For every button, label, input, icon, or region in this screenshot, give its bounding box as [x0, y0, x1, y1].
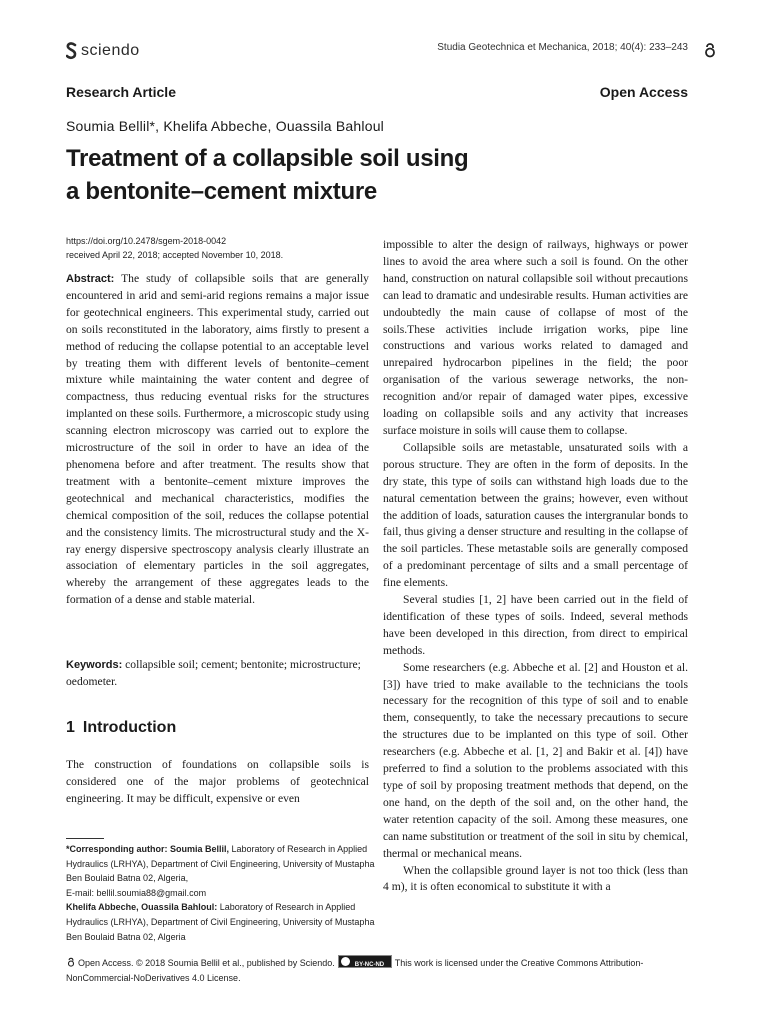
right-column	[383, 237, 688, 896]
journal-citation: Studia Geotechnica et Mechanica, 2018; 40(4): 233–243	[437, 42, 688, 53]
publisher-logo	[66, 40, 140, 62]
coauthors-affiliation: Laboratory of Research in Applied Hydraulics (LRHYA), Department of Civil Engineering, University of Mustapha Ben Boulaid Batna 02, Algeria	[66, 902, 375, 942]
article-dates: received April 22, 2018; accepted November 10, 2018.	[66, 250, 284, 260]
copyright-text: Open Access. © 2018 Soumia Bellil et al., published by Sciendo.	[78, 958, 335, 968]
section-title: Introduction	[82, 719, 177, 736]
paragraph: Collapsible soils are metastable, unsaturated soils with a porous structure. They are often in the form of deposits. In the dry state, this type of soils can withstand high loads due to the natural cementation between the grains; however, even without the addition of loads, saturation causes the intergranular bonds to fail, thus giving a denser structure and resulting in the collapse of the soil particles. These metastable soils are generally composed of a predominant percentage of silts and a small percentage of fine elements.	[383, 440, 688, 590]
license-footer	[66, 955, 691, 985]
article-type: Research Article	[66, 84, 176, 100]
paragraph: impossible to alter the design of railways, highways or power lines to avoid the area where such a soil is found. On the other hand, construction on natural collapsible soil without precautions can lead to dramatic and undesirable results. Human activities are undoubtedly the main cause of collapse of most of the soils.These activities include irrigation works, pipe line constructions and various works related to damaged and unrepaired hydrocarbon pipelines in the field; the poor organisation of the various sewerage networks, the non-recognition and/or repair of damaged water pipes, excessive loading on collapsible soils and any activity that increases surface moisture in soils will cause them to collapse.	[383, 238, 688, 437]
sciendo-logo-icon	[66, 42, 77, 60]
logo-text: sciendo	[81, 42, 140, 59]
coauthors-label: Khelifa Abbeche, Ouassila Bahloul:	[66, 902, 218, 913]
article-meta	[66, 234, 376, 262]
paragraph: Several studies [1, 2] have been carried out in the field of identification of these types of soils. Indeed, several methods have been developed in this direction, from direct to empirical methods.	[383, 593, 688, 657]
license-name: NonCommercial-NoDerivatives 4.0 License.	[66, 972, 241, 983]
abstract-text: The study of collapsible soils that are generally encountered in arid and semi-arid regions remains a major issue for geotechnical engineers. This experimental study, carried out on soils reconstituted in the laboratory, aims firstly to present a method of reducing the collapse potential to an acceptable level by treating them with different levels of bentonite–cement mixture while maintaining the water content and degree of compactness, thus reducing eventual risks for the structures implanted on these soils. Furthermore, a microscopic study using scanning electron microscopy was carried out to explore the microstructure of the soil in order to have an idea of the phenomena before and after treatment. The results show that treatment with a bentonite–cement mixture improves the geotechnical and mechanical characteristics, modifies the chemical composition of the soil, reduces the collapse potential and the consistency limits. The microstructural study and the X-ray energy dispersive spectroscopy analysis clearly illustrate an association of elementary particles in the soil aggregates, whereby the arrangement of these aggregates leads to the formation of a dense and stable material.	[66, 272, 369, 607]
abstract	[66, 271, 369, 609]
keywords-label: Keywords:	[66, 659, 123, 671]
intro-text: The construction of foundations on collapsible soils is considered one of the major problems of geotechnical engineering. It may be difficult, expensive or even	[66, 758, 369, 805]
corresponding-label: *Corresponding author: Soumia Bellil,	[66, 844, 230, 854]
intro-paragraph	[66, 757, 369, 808]
paragraph: When the collapsible ground layer is not too thick (less than 4 m), it is often economical to substitute it with a	[383, 863, 688, 894]
keywords-text: collapsible soil; cement; bentonite; microstructure; oedometer.	[66, 658, 361, 688]
cc-badge-text: BY-NC-ND	[354, 962, 385, 968]
footnote-divider	[66, 838, 104, 839]
abstract-label: Abstract:	[66, 273, 115, 285]
doi-link[interactable]: https://doi.org/10.2478/sgem-2018-0042	[66, 236, 227, 246]
keywords	[66, 657, 369, 691]
corresponding-affiliation: Laboratory of Research in Applied Hydraulics (LRHYA), Department of Civil Engineering, University of Mustapha Ben Boulaid Batna 02, Algeria,	[66, 844, 375, 884]
license-text: This work is licensed under the Creative Commons Attribution-	[394, 958, 644, 968]
title-line-1: Treatment of a collapsible soil using	[66, 145, 469, 172]
open-access-icon	[702, 42, 718, 58]
corresponding-email[interactable]: E-mail: bellil.soumia88@gmail.com	[66, 887, 207, 898]
authors: Soumia Bellil*, Khelifa Abbeche, Ouassila Bahloul	[66, 118, 384, 134]
title-line-2: a bentonite–cement mixture	[66, 178, 377, 205]
section-heading	[66, 719, 176, 737]
open-access-icon	[66, 957, 76, 967]
paragraph: Some researchers (e.g. Abbeche et al. [2] and Houston et al. [3]) have tried to make available to the technicians the tools necessary for the recognition of this type of soil and to enable them, consequently, to take the necessary precautions to secure the structures due to be implanted on this type of soil. Other researchers (e.g. Abbeche et al. [1, 2] and Bakir et al. [4]) have preferred to find a solution to the problems associated with this type of soil by proposing treatment methods that depend, on the one hand, on the depth of the soil and, on the other hand, the water retention capacity of the soil. Among these measures, one can name substitution or treatment of the soil in situ by chemical, thermal or mechanical means.	[383, 660, 688, 860]
article-title	[66, 142, 586, 208]
access-label: Open Access	[599, 84, 688, 100]
cc-license-icon[interactable]	[338, 955, 392, 968]
section-number: 1	[66, 719, 75, 736]
author-footnotes	[66, 842, 376, 944]
